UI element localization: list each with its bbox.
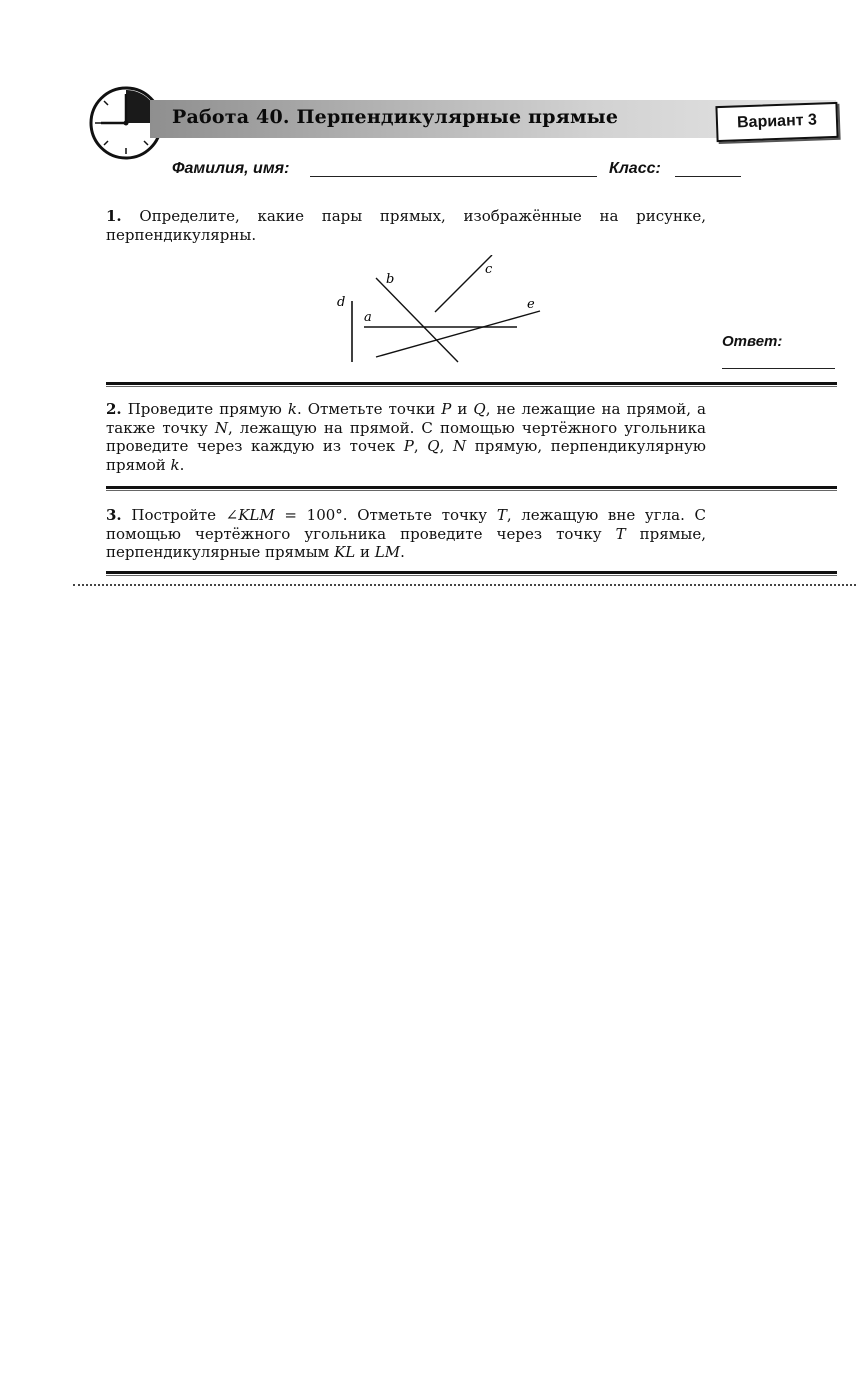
task-3-text: . <box>400 543 405 561</box>
variant-badge <box>715 102 838 142</box>
line-c <box>435 255 492 312</box>
divider <box>106 571 837 574</box>
task-1-text: Определите, какие пары прямых, изображённые на рисунке, перпендикулярны. <box>106 207 706 244</box>
cut-line <box>73 584 856 586</box>
label-b: b <box>386 272 395 287</box>
var-p: P <box>441 400 452 418</box>
var-t: T <box>615 524 626 543</box>
task-2-number: 2. <box>106 400 122 418</box>
line-e <box>376 311 540 357</box>
var-k: k <box>170 455 180 474</box>
task-2 <box>106 400 706 474</box>
divider <box>106 486 837 489</box>
var-q: Q <box>473 400 486 418</box>
task-3 <box>106 506 706 562</box>
task-2-text: , <box>413 437 428 455</box>
task-1 <box>106 207 706 244</box>
task-2-text: прямую, перпендикулярную прямой <box>106 437 706 474</box>
task-3-text: = 100°. Отметьте точку <box>274 506 497 524</box>
var-t: T <box>496 506 507 524</box>
task-3-text: и <box>355 543 375 561</box>
line-b <box>376 278 458 362</box>
name-label: Фамилия, имя: <box>172 160 290 177</box>
page-title: Работа 40. Перпендикулярные прямые <box>172 106 619 128</box>
label-d: d <box>337 295 346 310</box>
variant-label: Вариант 3 <box>736 111 818 132</box>
task-3-text: прямые, перпендикулярные прямым <box>106 524 706 561</box>
label-c: c <box>485 262 493 277</box>
task-2-text: . <box>179 455 185 474</box>
label-e: e <box>527 297 535 312</box>
var-lm: LM <box>374 543 401 561</box>
var-n: N <box>452 437 467 455</box>
var-kl: KL <box>334 543 356 561</box>
var-p: P <box>403 437 414 455</box>
task-3-text: , лежащую вне угла. С помощью чертёжного угольника проведите через точку <box>106 506 706 543</box>
name-field[interactable] <box>310 176 597 177</box>
task-2-text: . Отметьте точки <box>296 400 442 418</box>
task-1-number: 1. <box>106 207 122 225</box>
label-a: a <box>364 310 372 325</box>
task-2-text: , лежащую на прямой. С помощью чертёжного угольника проведите через каждую из точек <box>106 418 706 455</box>
var-q: Q <box>427 437 440 455</box>
lines-figure <box>330 255 550 370</box>
divider <box>106 382 837 385</box>
class-field[interactable] <box>675 176 741 177</box>
task-2-text: и <box>451 400 474 418</box>
task-3-text: Постройте ∠ <box>131 506 239 524</box>
task-2-text: Проведите прямую <box>127 400 288 418</box>
answer-field[interactable] <box>722 368 835 369</box>
var-k: k <box>287 400 297 418</box>
var-klm: KLM <box>238 506 275 524</box>
var-n: N <box>214 418 228 437</box>
answer-label: Ответ: <box>722 333 783 350</box>
class-label: Класс: <box>609 160 661 177</box>
task-2-text: , <box>439 437 453 455</box>
task-3-number: 3. <box>106 506 122 524</box>
task-2-text: , не лежащие на прямой, а также точку <box>106 400 706 437</box>
